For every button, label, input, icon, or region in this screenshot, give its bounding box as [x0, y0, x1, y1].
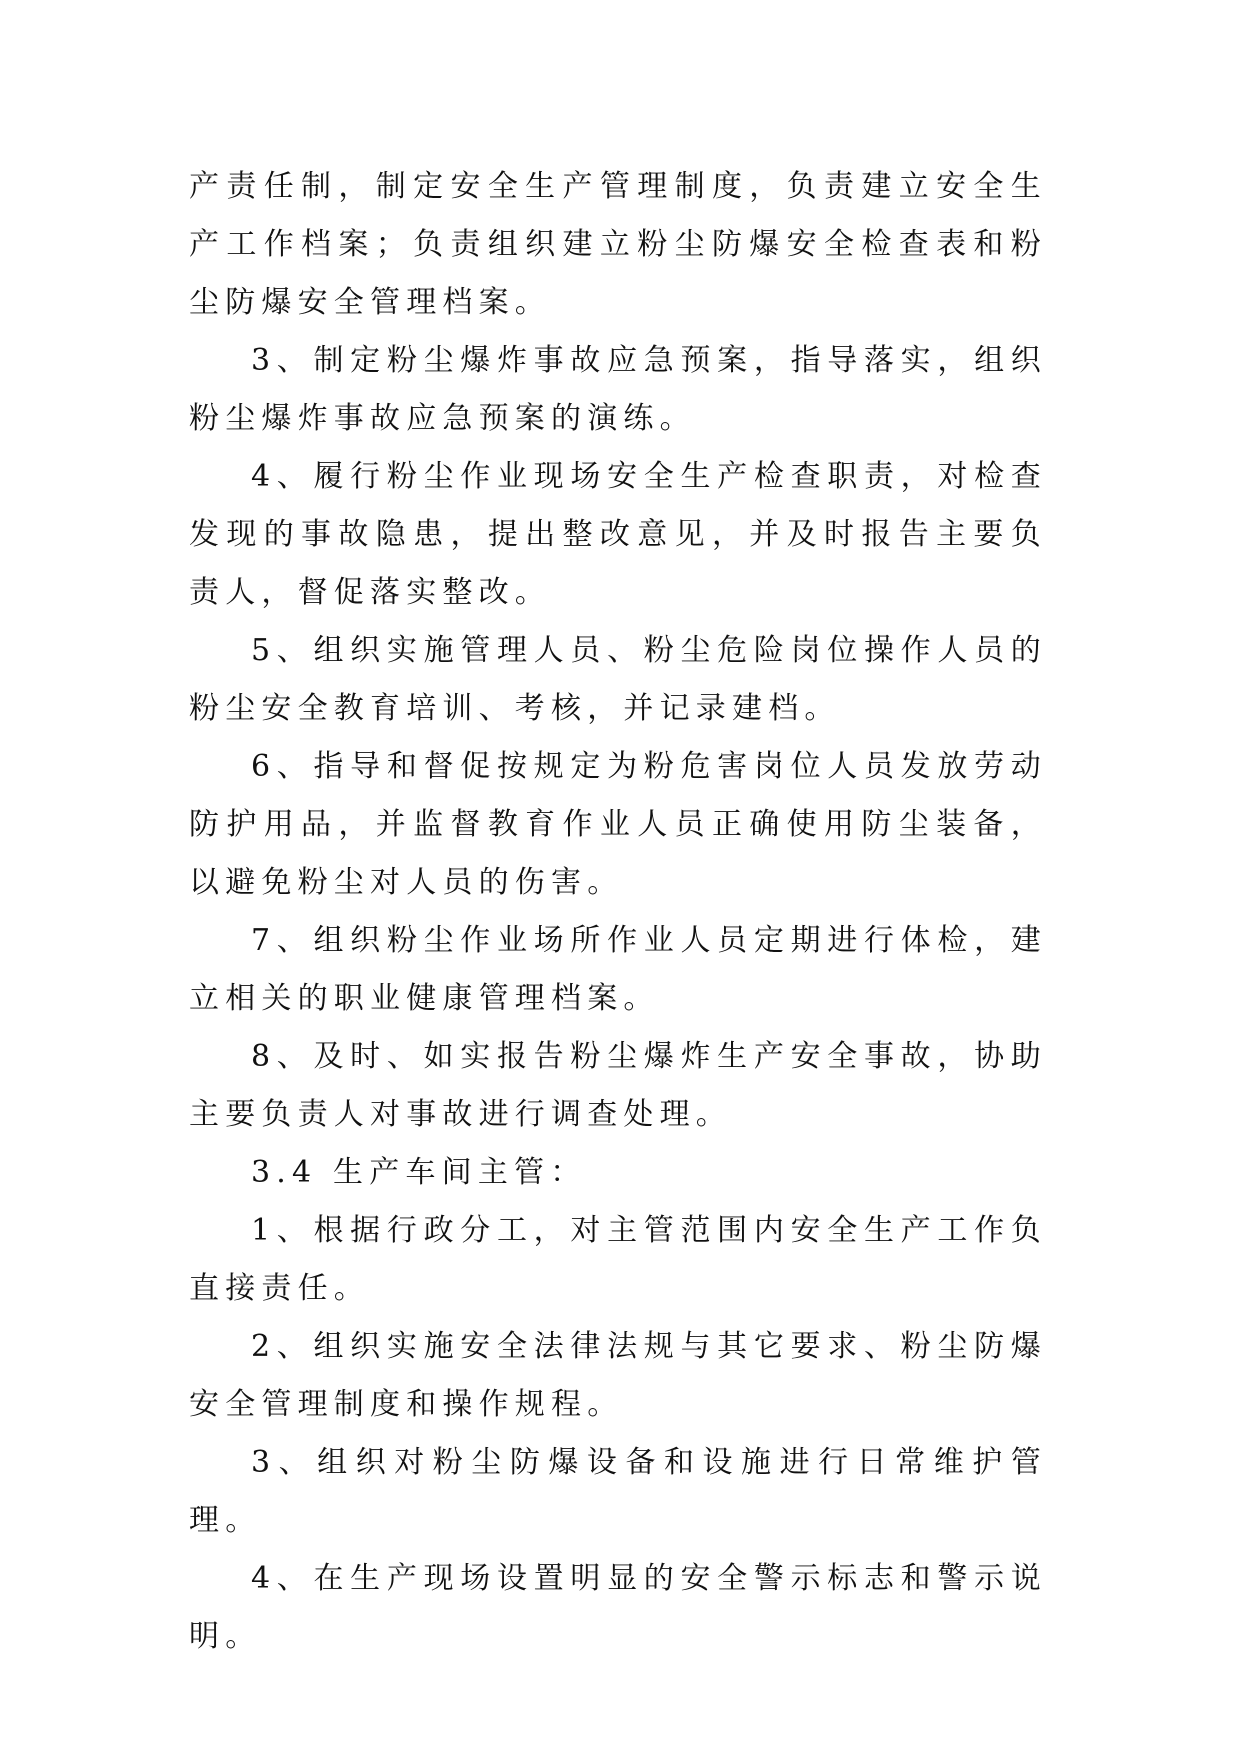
paragraph-workshop-item-2: 2、组织实施安全法律法规与其它要求、粉尘防爆安全管理制度和操作规程。 [189, 1329, 1047, 1422]
paragraph-item-3: 3、制定粉尘爆炸事故应急预案，指导落实，组织粉尘爆炸事故应急预案的演练。 [189, 343, 1047, 436]
paragraph-workshop-item-4: 4、在生产现场设置明显的安全警示标志和警示说明。 [189, 1561, 1047, 1654]
paragraph-item-8: 8、及时、如实报告粉尘爆炸生产安全事故，协助主要负责人对事故进行调查处理。 [189, 1039, 1047, 1132]
document-body [189, 158, 1047, 1666]
paragraph-item-5: 5、组织实施管理人员、粉尘危险岗位操作人员的粉尘安全教育培训、考核，并记录建档。 [189, 633, 1047, 726]
paragraph-workshop-item-1: 1、根据行政分工，对主管范围内安全生产工作负直接责任。 [189, 1213, 1047, 1306]
paragraph-item-4: 4、履行粉尘作业现场安全生产检查职责，对检查发现的事故隐患，提出整改意见，并及时报告主要负责人，督促落实整改。 [189, 459, 1047, 610]
paragraph-continuation: 产责任制，制定安全生产管理制度，负责建立安全生产工作档案；负责组织建立粉尘防爆安全检查表和粉尘防爆安全管理档案。 [189, 169, 1047, 320]
section-heading-3-4: 3.4 生产车间主管： [251, 1155, 587, 1190]
paragraph-workshop-item-3: 3、组织对粉尘防爆设备和设施进行日常维护管理。 [189, 1445, 1047, 1538]
paragraph-item-6: 6、指导和督促按规定为粉危害岗位人员发放劳动防护用品，并监督教育作业人员正确使用防尘装备，以避免粉尘对人员的伤害。 [189, 749, 1047, 900]
paragraph-item-7: 7、组织粉尘作业场所作业人员定期进行体检，建立相关的职业健康管理档案。 [189, 923, 1047, 1016]
